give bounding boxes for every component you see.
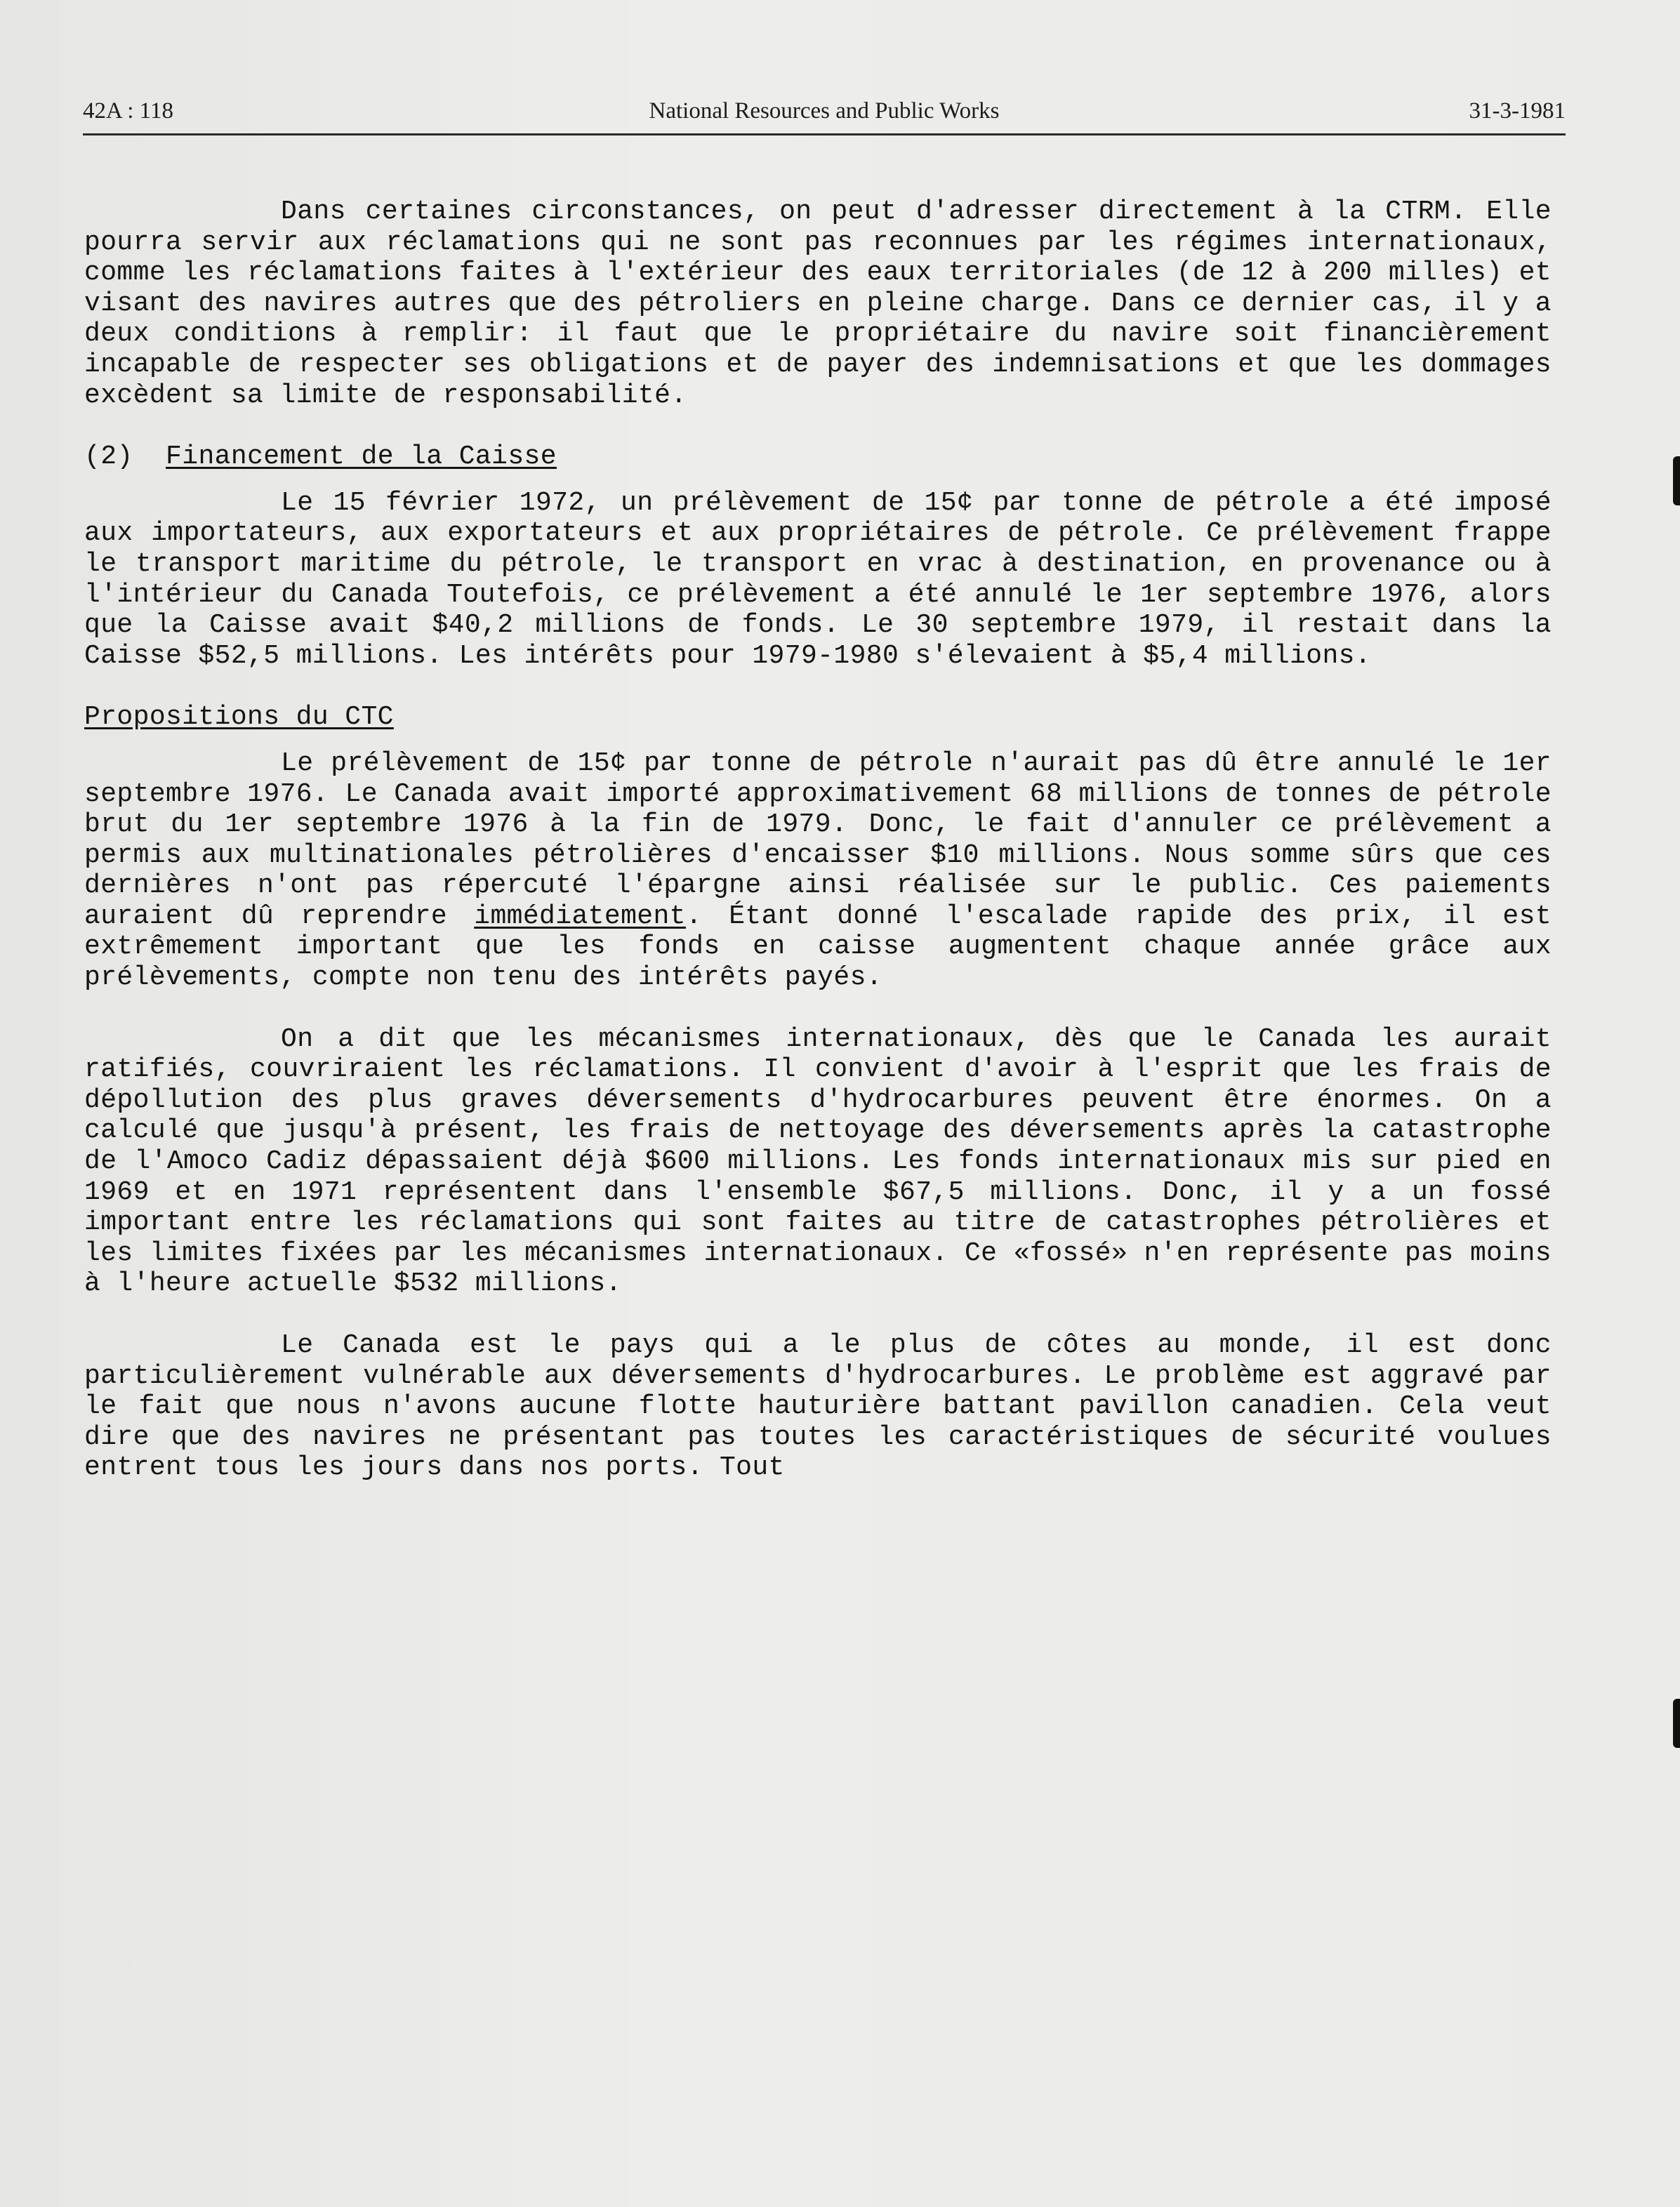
underlined-word: immédiatement: [474, 901, 686, 932]
paragraph-3-end: . Étant donné l'escalade rapide des prix, il est extrêmement important que les fonds en caisse augmentent chaque année grâce aux prélèvements, compte non tenu des intérêts payés.: [84, 901, 1552, 993]
paragraph-spacer: [84, 472, 1552, 488]
paragraph-spacer: [84, 733, 1552, 748]
paragraph-3-start: Le prélèvement de 15¢ par tonne de pétrole n'aurait pas dû être annulé le 1er septembre 1976. Le Canada avait importé approximativement 68 millions de tonnes de pétrole brut du 1er septembre 1976 à la fin de 1979. Donc, le fait d'annuler ce prélèvement a permis aux multinationales pétrolières d'encaisser $10 millions. Nous somme sûrs que ces dernières n'ont pas répercuté l'épargne ainsi réalisée sur le public. Ces paiements auraient dû reprendre: [84, 748, 1552, 932]
paragraph-spacer: [84, 671, 1552, 702]
paragraph-spacer: [84, 411, 1552, 442]
paragraph-spacer: [84, 993, 1552, 1024]
paragraph-spacer: [84, 1299, 1552, 1330]
paragraph-3: [84, 748, 1552, 993]
binding-mark: [1673, 456, 1680, 505]
section-2-title: Financement de la Caisse: [166, 442, 557, 472]
page-folio: 42A : 118: [83, 98, 173, 124]
paragraph-1: Dans certaines circonstances, on peut d'adresser directement à la CTRM. Elle pourra servir aux réclamations qui ne sont pas reconnues par les régimes internationaux, comme les réclamations faites à l'extérieur des eaux territoriales (de 12 à 200 milles) et visant des navires autres que des pétroliers en pleine charge. Dans ce dernier cas, il y a deux conditions à remplir: il faut que le propriétaire du navire soit financièrement incapable de respecter ses obligations et de payer des indemnisations et que les dommages excèdent sa limite de responsabilité.: [84, 197, 1552, 411]
paragraph-2: Le 15 février 1972, un prélèvement de 15¢ par tonne de pétrole a été imposé aux importateurs, aux exportateurs et aux propriétaires de pétrole. Ce prélèvement frappe le transport maritime du pétrole, le transport en vrac à destination, en provenance ou à l'intérieur du Canada Toutefois, ce prélèvement a été annulé le 1er septembre 1976, alors que la Caisse avait $40,2 millions de fonds. Le 30 septembre 1979, il restait dans la Caisse $52,5 millions. Les intérêts pour 1979-1980 s'élevaient à $5,4 millions.: [84, 487, 1552, 671]
header-date: 31-3-1981: [1469, 98, 1566, 124]
paragraph-5: Le Canada est le pays qui a le plus de côtes au monde, il est donc particulièrement vulnérable aux déversements d'hydrocarbures. Le problème est aggravé par le fait que nous n'avons aucune flotte hauturière battant pavillon canadien. Cela veut dire que des navires ne présentant pas toutes les caractéristiques de sécurité voulues entrent tous les jours dans nos ports. Tout: [84, 1330, 1552, 1483]
page-header: [83, 98, 1566, 132]
body-text: [84, 197, 1552, 1483]
running-title: National Resources and Public Works: [649, 98, 1000, 124]
proposals-heading: [84, 702, 1552, 733]
proposals-title: Propositions du CTC: [84, 702, 394, 733]
section-2-number: (2): [84, 442, 133, 472]
section-2-heading: [84, 442, 1552, 472]
paragraph-4: On a dit que les mécanismes internationaux, dès que le Canada les aurait ratifiés, couvriraient les réclamations. Il convient d'avoir à l'esprit que les frais de dépollution des plus graves déversements d'hydrocarbures peuvent être énormes. On a calculé que jusqu'à présent, les frais de nettoyage des déversements après la catastrophe de l'Amoco Cadiz dépassaient déjà $600 millions. Les fonds internationaux mis sur pied en 1969 et en 1971 représentent dans l'ensemble $67,5 millions. Donc, il y a un fossé important entre les réclamations qui sont faites au titre de catastrophes pétrolières et les limites fixées par les mécanismes internationaux. Ce «fossé» n'en représente pas moins à l'heure actuelle $532 millions.: [84, 1023, 1552, 1299]
binding-mark: [1673, 1699, 1680, 1748]
header-rule: [83, 133, 1566, 135]
